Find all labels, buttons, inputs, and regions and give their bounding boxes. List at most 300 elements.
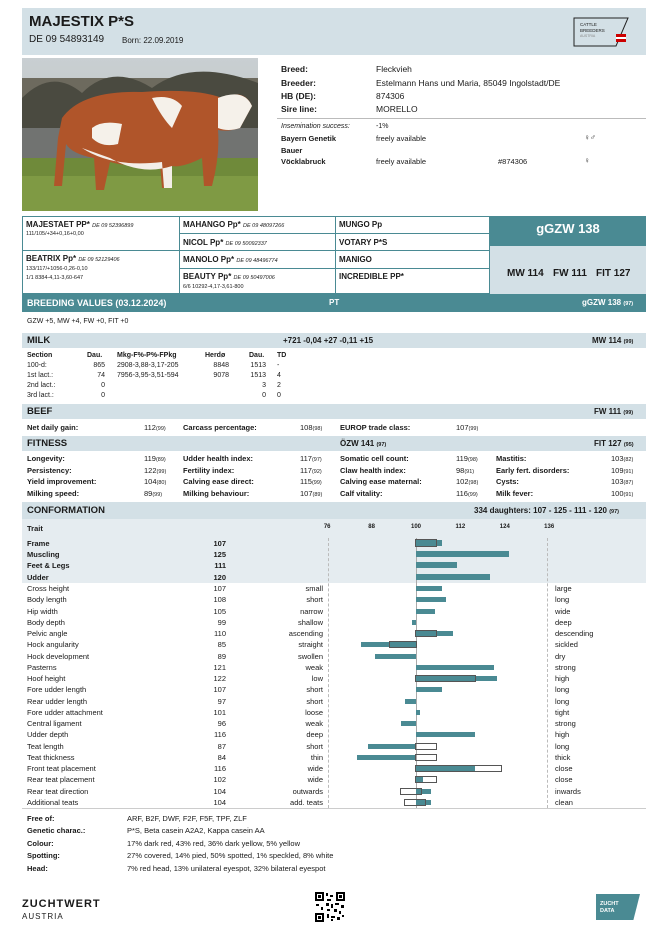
main-trait-value: 107 xyxy=(213,539,226,548)
milk-cell: 865 xyxy=(93,362,105,369)
footer-info-label: Colour: xyxy=(27,838,54,848)
trait-bar xyxy=(416,665,494,670)
trait-high-label: high xyxy=(555,730,570,740)
fitness-label: Somatic cell count: xyxy=(340,454,409,463)
ped-hline-q3 xyxy=(179,268,490,269)
beef-title: BEEF xyxy=(27,406,53,417)
ped-ds: MANOLO Pp* DE 09 48496774 xyxy=(183,255,278,264)
fitness-value-rel: (97) xyxy=(311,457,322,463)
fitness-value-num: 109 xyxy=(611,465,624,475)
trait-name: Rear udder length xyxy=(27,696,88,706)
trait-value: 121 xyxy=(213,662,226,672)
trait-value: 97 xyxy=(217,696,226,706)
trait-name: Front teat placement xyxy=(27,764,96,773)
trait-value: 105 xyxy=(213,606,226,616)
fitness-label: Milking behaviour: xyxy=(183,488,250,498)
fitness-value-num: 98 xyxy=(456,465,465,475)
qr-code xyxy=(315,892,345,922)
trait-prev-marker xyxy=(415,754,437,761)
trait-bar xyxy=(416,710,420,715)
footer-info-value: 7% red head, 13% unilateral eyespot, 32% bilateral eyespot xyxy=(127,863,326,873)
fitness-value-num: 119 xyxy=(456,454,468,463)
milk-cell: 1st lact.: xyxy=(27,372,54,379)
milk-cell: 0 xyxy=(262,392,266,399)
ped-sire-line: 111/105/+34+0,16+0,00 xyxy=(26,231,84,237)
breeding-title: BREEDING VALUES (03.12.2024) xyxy=(27,298,167,308)
trait-value: 101 xyxy=(213,707,226,717)
trait-high-label: long xyxy=(555,741,570,751)
trait-value: 116 xyxy=(214,764,226,773)
trait-value: 85 xyxy=(217,640,226,650)
trait-low-label: wide xyxy=(307,775,323,785)
milk-cell: 4 xyxy=(277,372,281,379)
milk-cell: 1513 xyxy=(250,372,266,379)
milk-mw: MW 114 (99) xyxy=(592,336,634,345)
fitness-label: Yield improvement: xyxy=(27,477,97,486)
trait-low-label: short xyxy=(306,685,323,695)
trait-bar xyxy=(405,699,416,704)
fitness-value-rel: (91) xyxy=(623,468,634,475)
station-bayern-status: freely available xyxy=(376,134,427,143)
fitness-value-num: 104 xyxy=(144,477,157,486)
ped-vline-1 xyxy=(179,216,180,294)
trait-low-label: loose xyxy=(305,707,323,717)
station-voecklabruck-code: #874306 xyxy=(498,157,528,166)
info-label-sireline: Sire line: xyxy=(281,104,317,114)
fitness-value xyxy=(456,489,478,498)
station-voecklabruck: Vöcklabruck xyxy=(281,157,326,166)
trait-prev-marker xyxy=(415,776,437,783)
trait-name: Rear teat direction xyxy=(27,786,89,796)
beef-label-2: EUROP trade class: xyxy=(340,423,411,432)
trait-name: Body depth xyxy=(27,617,65,627)
trait-name: Pelvic angle xyxy=(27,629,68,638)
milk-cell: 0 xyxy=(277,392,281,399)
trait-low-label: thin xyxy=(310,752,323,762)
beef-label-1: Carcass percentage: xyxy=(183,423,257,432)
trait-low-label: short xyxy=(306,595,323,605)
fitness-label: Milk fever: xyxy=(496,488,534,498)
trait-low-label: shallow xyxy=(297,617,323,627)
ped-vline-2 xyxy=(335,216,336,294)
zuchtdata-text-2: DATA xyxy=(600,908,615,914)
trait-name: Teat length xyxy=(27,741,64,751)
trait-value: 116 xyxy=(214,730,226,740)
trait-value: 107 xyxy=(213,685,226,695)
trait-low-label: straight xyxy=(298,640,323,650)
fitness-value-rel: (98) xyxy=(467,457,478,463)
trait-high-label: strong xyxy=(555,662,576,672)
fitness-value-num: 119 xyxy=(144,454,156,463)
ped-hline-mid xyxy=(22,250,490,251)
milk-cell: 74 xyxy=(97,372,105,379)
scale-tick-label: 76 xyxy=(323,524,331,530)
fitness-label: Fertility index: xyxy=(183,465,235,475)
trait-high-label: clean xyxy=(555,797,573,807)
trait-bar xyxy=(368,744,416,749)
info-value-hb: 874306 xyxy=(376,91,405,101)
fitness-value xyxy=(300,454,322,463)
ped-ss: MAHANGO Pp* DE 09 48097266 xyxy=(183,220,285,229)
fitness-label: Calving ease direct: xyxy=(183,477,254,486)
trait-high-label: large xyxy=(555,584,572,593)
ped-dd: BEAUTY Pp* DE 09 50497006 xyxy=(183,272,275,281)
fitness-value xyxy=(456,466,474,475)
fitness-value-rel: (80) xyxy=(156,480,167,486)
main-trait-name: Feet & Legs xyxy=(27,561,70,571)
fitness-value-rel: (99) xyxy=(311,480,322,486)
trait-bar xyxy=(412,620,416,625)
milk-th-section: Section xyxy=(27,352,53,359)
trait-high-label: wide xyxy=(555,606,571,616)
trait-name: Hip width xyxy=(27,606,58,616)
station-voecklabruck-sex: ♀ xyxy=(584,156,590,165)
fitness-value-num: 89 xyxy=(144,488,153,498)
trait-value: 107 xyxy=(213,584,226,593)
footer-info-value: 27% covered, 14% pied, 50% spotted, 1% speckled, 8% white xyxy=(127,851,334,861)
main-trait-name: Muscling xyxy=(27,550,60,560)
conformation-title: CONFORMATION xyxy=(27,505,105,516)
trait-bar xyxy=(416,551,509,557)
main-trait-name: Udder xyxy=(27,572,49,582)
milk-cell: 2 xyxy=(277,382,281,389)
trait-high-label: inwards xyxy=(555,786,581,796)
milk-cell: 7956-3,95-3,51-594 xyxy=(117,372,179,379)
ped-sss: MUNGO Pp xyxy=(339,220,383,229)
trait-value: 122 xyxy=(213,674,226,683)
trait-low-label: small xyxy=(305,584,323,593)
info-label-hb: HB (DE): xyxy=(281,91,316,101)
beef-value-0: 112(99) xyxy=(144,423,166,432)
info-value-breeder: Estelmann Hans und Maria, 85049 Ingolstadt/DE xyxy=(376,78,561,88)
fitness-value-num: 115 xyxy=(300,477,312,486)
trait-value: 104 xyxy=(213,786,226,796)
trait-bar xyxy=(416,574,490,580)
fitness-value-num: 122 xyxy=(144,465,157,475)
bull-name: MAJESTIX P*S xyxy=(29,13,135,30)
main-trait-value: 125 xyxy=(213,550,226,560)
fitness-value-rel: (91) xyxy=(464,468,475,475)
footer-info-value: 17% dark red, 43% red, 36% dark yellow, 5% yellow xyxy=(127,838,301,848)
ped-dam-line1: 133/117/+1056-0,26-0,10 xyxy=(26,266,88,272)
beef-value-2: 107(99) xyxy=(456,423,479,432)
fitness-value-num: 117 xyxy=(300,465,312,475)
insem-value: -1% xyxy=(376,123,389,130)
trait-name: Body length xyxy=(27,595,67,605)
fitness-label: Udder health index: xyxy=(183,454,254,463)
trait-high-label: dry xyxy=(555,651,566,661)
fitness-label: Mastitis: xyxy=(496,454,527,463)
gzw-fit: FIT 127 xyxy=(596,268,631,279)
trait-prev-marker xyxy=(415,539,437,547)
trait-value: 87 xyxy=(217,741,226,751)
fitness-value xyxy=(144,489,162,498)
trait-name: Udder depth xyxy=(27,730,69,740)
cattle-breeders-logo xyxy=(572,16,630,48)
trait-high-label: tight xyxy=(555,707,570,717)
trait-name: Hock development xyxy=(27,651,90,661)
beef-value-1: 108(98) xyxy=(300,423,323,432)
ped-ddd: INCREDIBLE PP* xyxy=(339,272,404,281)
fitness-value-num: 100 xyxy=(611,488,624,498)
milk-th-td: TD xyxy=(277,352,287,359)
trait-low-label: outwards xyxy=(292,786,323,796)
fitness-value-rel: (99) xyxy=(467,491,478,498)
austria-brand: AUSTRIA xyxy=(22,912,64,921)
fitness-label: Persistency: xyxy=(27,465,72,475)
trait-value: 108 xyxy=(213,595,226,605)
trait-bar xyxy=(416,586,442,591)
trait-name: Hoof height xyxy=(27,674,66,683)
scale-tick-label: 124 xyxy=(499,524,510,530)
info-label-breed: Breed: xyxy=(281,64,308,74)
beef-header xyxy=(22,404,646,419)
trait-name: Central ligament xyxy=(27,719,82,728)
ped-dam-name: BEATRIX Pp* DE 09 52129406 xyxy=(26,254,120,263)
trait-bar xyxy=(375,654,416,659)
bull-born: Born: 22.09.2019 xyxy=(122,36,184,45)
zuchtdata-logo xyxy=(596,894,640,920)
trait-name: Hock angularity xyxy=(27,640,79,650)
fitness-value xyxy=(144,477,166,486)
trait-name: Pasterns xyxy=(27,662,57,672)
gzw-title: gGZW 138 xyxy=(536,221,600,236)
fitness-value xyxy=(611,454,633,463)
trait-prev-marker xyxy=(404,799,426,806)
milk-cell: 0 xyxy=(101,382,105,389)
fitness-label: Milking speed: xyxy=(27,488,80,498)
fitness-value xyxy=(456,454,478,463)
info-value-breed: Fleckvieh xyxy=(376,64,412,74)
fitness-value-rel: (92) xyxy=(311,468,322,475)
fitness-value-rel: (82) xyxy=(623,457,634,463)
trait-name: Fore udder length xyxy=(27,685,87,695)
fitness-fit: FIT 127 (95) xyxy=(594,439,634,448)
fitness-value-rel: (91) xyxy=(623,491,634,498)
scale-tick-label: 136 xyxy=(544,524,555,530)
milk-th-herd: Herdø xyxy=(205,352,226,359)
trait-prev-marker xyxy=(415,765,502,772)
fitness-header xyxy=(22,436,646,451)
insem-label: Insemination success: xyxy=(281,123,350,130)
logo-text-1: CATTLE xyxy=(580,22,597,27)
trait-value: 89 xyxy=(217,651,226,661)
scale-tick-label: 112 xyxy=(455,524,466,530)
station-voecklabruck-status: freely available xyxy=(376,157,427,166)
fitness-value xyxy=(611,477,633,486)
trait-bar xyxy=(416,562,457,568)
zuchtwert-brand: ZUCHTWERT xyxy=(22,898,101,910)
info-value-sireline: MORELLO xyxy=(376,104,418,114)
trait-value: 84 xyxy=(217,752,226,762)
fitness-value xyxy=(300,489,322,498)
milk-cell: 8848 xyxy=(213,362,229,369)
ped-hline-q1 xyxy=(179,233,490,234)
fitness-value xyxy=(611,466,633,475)
fitness-label: Early fert. disorders: xyxy=(496,465,570,475)
footer-divider xyxy=(22,808,646,809)
trait-name: Fore udder attachment xyxy=(27,707,103,717)
milk-cell: - xyxy=(277,362,280,369)
breeding-sub: GZW +5, MW +4, FW +0, FIT +0 xyxy=(27,318,129,325)
fitness-label: Longevity: xyxy=(27,454,65,463)
milk-cell: 3rd lact.: xyxy=(27,392,54,399)
fitness-value xyxy=(300,466,322,475)
milk-th-mkg: Mkg-F%-P%-FPkg xyxy=(117,352,177,359)
trait-prev-marker xyxy=(415,743,437,750)
trait-low-label: weak xyxy=(305,662,323,672)
fitness-value-rel: (99) xyxy=(152,491,163,498)
trait-high-label: long xyxy=(555,696,570,706)
info-divider xyxy=(277,118,646,119)
trait-value: 104 xyxy=(213,797,226,807)
trait-low-label: ascending xyxy=(288,629,323,638)
trait-bar xyxy=(416,732,475,737)
fitness-value-rel: (87) xyxy=(623,480,634,486)
beef-label-0: Net daily gain: xyxy=(27,423,79,432)
scale-tick-label: 100 xyxy=(410,524,421,530)
milk-title: MILK xyxy=(27,335,51,346)
fitness-value-num: 103 xyxy=(611,454,624,463)
scale-tick-label: 88 xyxy=(368,524,375,530)
fitness-value xyxy=(456,477,478,486)
milk-cell: 2nd lact.: xyxy=(27,382,56,389)
trait-value: 102 xyxy=(213,775,226,785)
footer-info-value: P*S, Beta casein A2A2, Kappa casein AA xyxy=(127,826,265,836)
milk-cell: 2908-3,88-3,17-205 xyxy=(117,362,179,369)
fitness-label: Claw health index: xyxy=(340,465,406,475)
fitness-value-rel: (89) xyxy=(312,491,323,498)
trait-low-label: deep xyxy=(306,730,323,740)
main-trait-value: 111 xyxy=(214,561,226,571)
main-trait-name: Frame xyxy=(27,539,50,548)
fitness-label: Calf vitality: xyxy=(340,488,383,498)
trait-low-label: short xyxy=(306,741,323,751)
bull-photo xyxy=(22,58,258,211)
fitness-title: FITNESS xyxy=(27,438,68,449)
footer-info-label: Head: xyxy=(27,863,48,873)
info-label-breeder: Breeder: xyxy=(281,78,316,88)
trait-low-label: add. teats xyxy=(290,797,323,807)
fitness-value-num: 102 xyxy=(456,477,469,486)
trait-high-label: long xyxy=(555,595,570,605)
milk-th-dau2: Dau. xyxy=(249,352,265,359)
footer-info-value: ARF, B2F, DWF, F2F, F5F, TPF, ZLF xyxy=(127,814,247,823)
logo-text-3: AUSTRIA xyxy=(580,34,596,38)
trait-low-label: wide xyxy=(307,764,323,773)
fitness-value-num: 107 xyxy=(300,488,313,498)
fitness-value-num: 116 xyxy=(456,488,468,498)
station-bayern-sex: ♀♂ xyxy=(584,133,596,142)
trait-prev-marker xyxy=(415,630,437,637)
trait-name: Teat thickness xyxy=(27,752,75,762)
milk-values: +721 -0,04 +27 -0,11 +15 xyxy=(283,336,374,345)
logo-text-2: BREEDERS xyxy=(580,28,605,33)
trait-prev-marker xyxy=(415,675,476,682)
fitness-value-rel: (99) xyxy=(156,468,167,475)
trait-high-label: descending xyxy=(555,629,594,638)
trait-value: 99 xyxy=(217,617,226,627)
trait-high-label: close xyxy=(555,775,573,785)
ped-dam-line2: 1/1 8384-4,11-3,60-647 xyxy=(26,275,84,281)
milk-cell: 1513 xyxy=(250,362,266,369)
milk-cell: 9078 xyxy=(213,372,229,379)
trait-low-label: low xyxy=(311,674,323,683)
trait-low-label: short xyxy=(306,696,323,706)
trait-bar xyxy=(416,597,446,602)
trait-low-label: weak xyxy=(305,719,323,728)
fitness-value xyxy=(144,466,166,475)
trait-high-label: sickled xyxy=(555,640,578,650)
conformation-daughters: 334 daughters: 107 - 125 - 111 - 120 (97) xyxy=(474,506,619,515)
zuchtdata-text-1: ZUCHT xyxy=(600,901,619,907)
trait-value: 96 xyxy=(217,719,226,728)
gzw-mw: MW 114 xyxy=(507,268,544,279)
milk-cell: 0 xyxy=(101,392,105,399)
footer-info-label: Genetic charac.: xyxy=(27,826,86,836)
ped-dd-line: 6/6 10292-4,17-3,61-800 xyxy=(183,284,244,290)
station-bayern: Bayern Genetik xyxy=(281,134,337,143)
trait-header: Trait xyxy=(27,524,43,533)
trait-value: 110 xyxy=(214,629,226,638)
trait-name: Cross height xyxy=(27,584,70,593)
trait-high-label: deep xyxy=(555,617,572,627)
ped-dss: MANIGO xyxy=(339,255,372,264)
fitness-value xyxy=(611,489,633,498)
trait-name: Rear teat placement xyxy=(27,775,95,785)
bull-id: DE 09 54893149 xyxy=(29,34,105,45)
trait-prev-marker xyxy=(389,641,417,648)
milk-cell: 3 xyxy=(262,382,266,389)
fitness-value-num: 117 xyxy=(300,454,312,463)
fitness-label: Calving ease maternal: xyxy=(340,477,422,486)
milk-th-dau: Dau. xyxy=(87,352,103,359)
trait-low-label: swollen xyxy=(297,651,323,661)
trait-low-label: narrow xyxy=(300,606,323,616)
ped-sd: NICOL Pp* DE 09 50092337 xyxy=(183,238,267,247)
trait-high-label: strong xyxy=(555,719,576,728)
beef-fw: FW 111 (99) xyxy=(594,407,634,416)
trait-high-label: high xyxy=(555,674,570,683)
fitness-value xyxy=(300,477,322,486)
trait-bar xyxy=(416,609,435,614)
fitness-value-num: 103 xyxy=(611,477,624,486)
trait-high-label: close xyxy=(555,764,573,773)
trait-bar xyxy=(401,721,416,726)
footer-info-label: Spotting: xyxy=(27,851,60,861)
trait-high-label: long xyxy=(555,685,570,695)
fitness-label: Cysts: xyxy=(496,477,519,486)
fitness-value-rel: (89) xyxy=(155,457,166,463)
trait-high-label: thick xyxy=(555,752,571,762)
milk-cell: 100-d: xyxy=(27,362,47,369)
ped-sire-name: MAJESTAET PP* DE 09 52396899 xyxy=(26,220,134,229)
gzw-fw: FW 111 xyxy=(553,268,587,279)
fitness-value-rel: (98) xyxy=(468,480,479,486)
breeding-gzw: gGZW 138 (97) xyxy=(582,298,634,307)
station-bauer: Bauer xyxy=(281,146,303,155)
ped-sdd: VOTARY P*S xyxy=(339,238,388,247)
trait-name: Additional teats xyxy=(27,797,79,807)
fitness-value xyxy=(144,454,166,463)
trait-bar xyxy=(357,755,416,760)
footer-info-label: Free of: xyxy=(27,814,55,823)
trait-bar xyxy=(416,687,442,692)
main-trait-value: 120 xyxy=(213,572,226,582)
fitness-ozw: ÖZW 141 (97) xyxy=(340,439,387,448)
breeding-pt: PT xyxy=(329,298,340,307)
trait-prev-marker xyxy=(400,788,422,795)
